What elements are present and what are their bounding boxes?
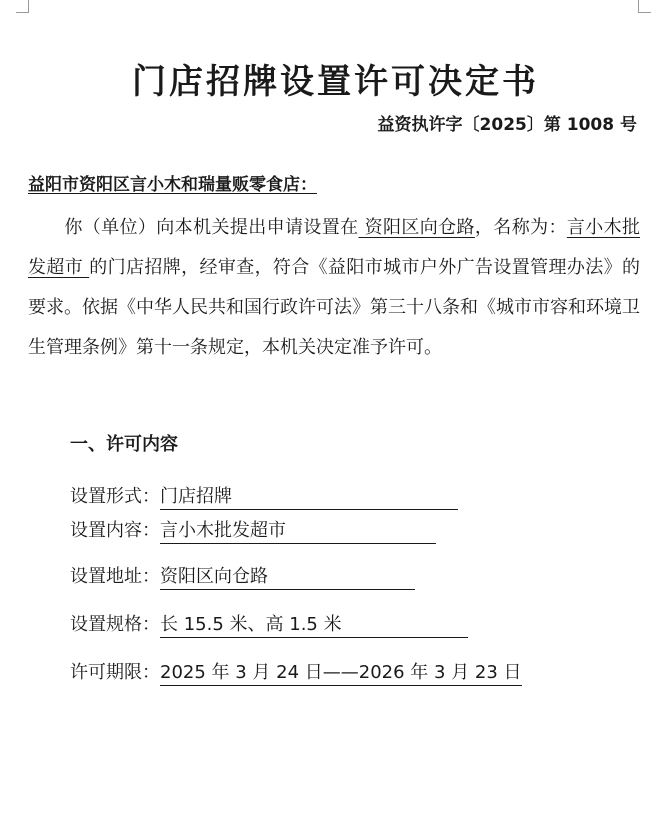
field-content <box>70 516 436 544</box>
field-value: 门店招牌 <box>160 486 458 510</box>
field-value: 言小木批发超市 <box>160 520 436 544</box>
section-heading: 一、许可内容 <box>70 434 178 455</box>
document-title: 门店招牌设置许可决定书 <box>132 62 539 102</box>
field-period <box>70 658 522 686</box>
location-underlined: 资阳区向仓路 <box>358 217 475 238</box>
field-form <box>70 482 458 510</box>
addressee: 益阳市资阳区言小木和瑞量贩零食店： <box>28 175 317 195</box>
document-number: 益资执许字〔2025〕第 1008 号 <box>377 115 637 135</box>
page-corner-mark-left <box>16 0 29 13</box>
field-value: 资阳区向仓路 <box>160 566 415 590</box>
sign-name-underlined: 言小木批发超市 <box>28 217 640 278</box>
page-corner-mark-right <box>638 0 651 13</box>
field-value: 2025 年 3 月 24 日——2026 年 3 月 23 日 <box>160 662 522 686</box>
field-label: 设置地址： <box>70 566 160 587</box>
field-label: 设置规格： <box>70 614 160 635</box>
field-spec <box>70 610 468 638</box>
field-label: 许可期限： <box>70 662 160 683</box>
body-text-part-2: ，名称为： <box>474 217 567 238</box>
field-label: 设置内容： <box>70 520 160 541</box>
field-address <box>70 562 415 590</box>
field-value: 长 15.5 米、高 1.5 米 <box>160 614 468 638</box>
body-paragraph <box>28 208 640 368</box>
body-text-part-1: 你（单位）向本机关提出申请设置在 <box>64 217 359 238</box>
body-text-part-3: 的门店招牌，经审查，符合《益阳市城市户外广告设置管理办法》的要求。依据《中华人民共和国行政许可法》第三十八条和《城市市容和环境卫生管理条例》第十一条规定，本机关决定准予许可。 <box>28 257 640 358</box>
field-label: 设置形式： <box>70 486 160 507</box>
